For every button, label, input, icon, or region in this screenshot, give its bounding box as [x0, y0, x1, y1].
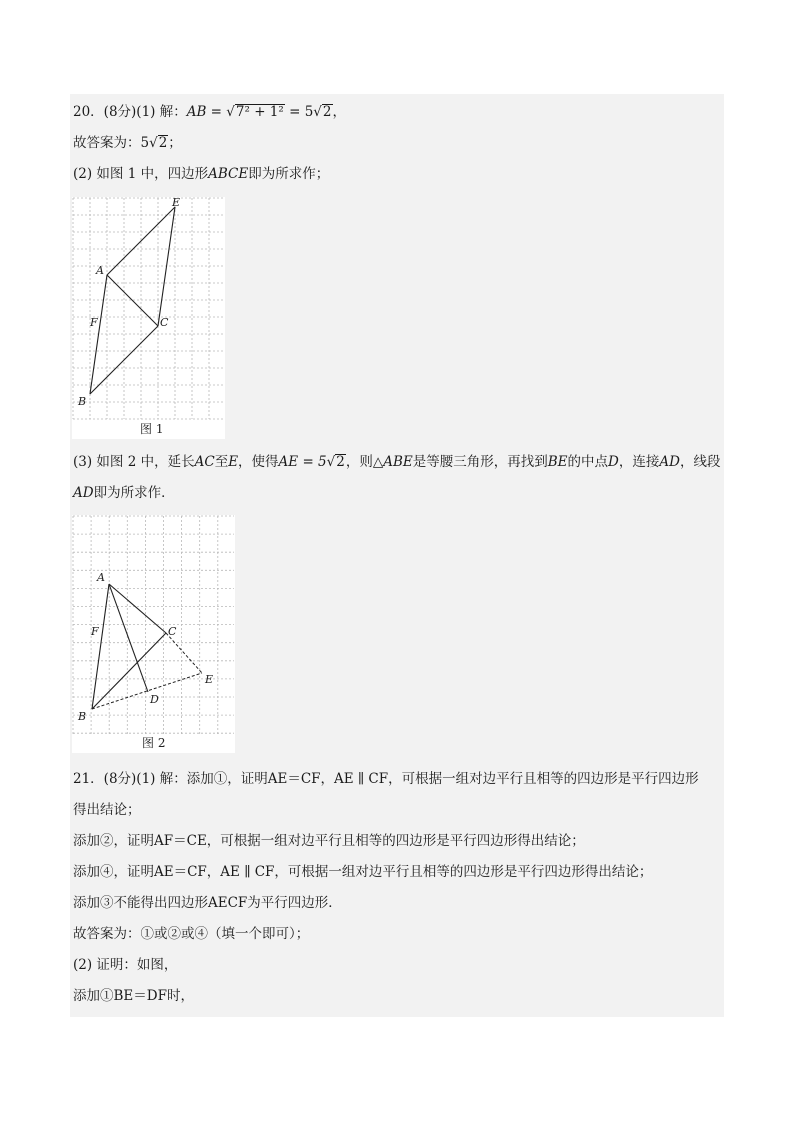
- q20-part3: (3) 如图 2 中，延长AC至E，使得AE = 5√2，则△ABE是等腰三角形，再找到BE的中点D，连接AD，线段: [73, 454, 721, 470]
- q21-line-8: 添加①BE＝DF时，: [73, 988, 194, 1004]
- q21-line-6: 故答案为：①或②或④（填一个即可）；: [73, 926, 310, 942]
- q21-line-3: 添加②，证明AF＝CE，可根据一组对边平行且相等的四边形是平行四边形得出结论；: [73, 833, 585, 849]
- segment-ec: [158, 207, 175, 326]
- label-f: F: [90, 316, 98, 329]
- label-c: C: [160, 316, 169, 329]
- figure-2-svg: [72, 515, 235, 753]
- figure-1: [72, 197, 225, 439]
- label-c: C: [168, 625, 177, 638]
- q21-line-2: 得出结论；: [73, 802, 141, 818]
- label-b: B: [78, 710, 87, 723]
- label-f: F: [91, 625, 99, 638]
- q20-answer: 故答案为：5√2；: [73, 135, 182, 151]
- figure-2-dashed: [92, 633, 202, 709]
- label-e: E: [205, 673, 214, 686]
- segment-ae: [107, 207, 175, 275]
- solution-page: [70, 94, 724, 1017]
- figure-1-svg: [72, 197, 225, 439]
- label-a: A: [96, 264, 104, 277]
- q21-line-4: 添加④，证明AE＝CF，AE ∥ CF，可根据一组对边平行且相等的四边形是平行四边形得出结论；: [73, 864, 653, 880]
- q20-part1: 20．(8分)(1) 解：AB = √7² + 1² = 5√2，: [73, 104, 346, 120]
- q21-line-7: (2) 证明：如图，: [73, 957, 178, 973]
- segment-ce-dashed: [166, 633, 202, 673]
- label-e: E: [172, 197, 181, 209]
- figure-2: [72, 515, 235, 753]
- figure-1-grid: [73, 198, 224, 419]
- segment-be-dashed: [92, 673, 202, 709]
- q21-line-5: 添加③不能得出四边形AECF为平行四边形．: [73, 895, 342, 911]
- figure-2-lines: [92, 584, 166, 709]
- q20-part3-cont: AD即为所求作．: [73, 485, 175, 501]
- q20-part2: (2) 如图 1 中，四边形ABCE即为所求作；: [73, 166, 330, 182]
- label-b: B: [78, 395, 87, 408]
- segment-ba: [90, 275, 107, 394]
- segment-ab: [92, 584, 109, 709]
- figure-1-lines: [90, 207, 175, 394]
- label-d: D: [150, 693, 159, 706]
- q21-line-1: 21．(8分)(1) 解：添加①，证明AE＝CF，AE ∥ CF，可根据一组对边平行且相等的四边形是平行四边形: [73, 771, 699, 787]
- figure-1-caption: 图 1: [140, 422, 164, 436]
- figure-2-caption: 图 2: [142, 736, 166, 750]
- label-a: A: [97, 571, 105, 584]
